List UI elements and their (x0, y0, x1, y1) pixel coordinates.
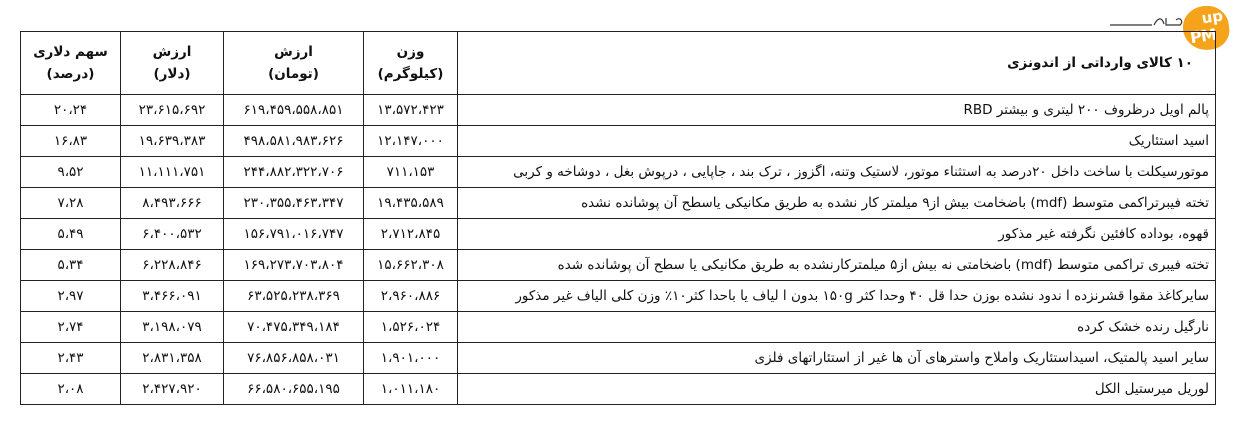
table-row (21, 219, 1216, 250)
item-weight: ۱،۹۰۱،۰۰۰ (364, 343, 458, 374)
item-value-dollar: ۶،۲۲۸،۸۴۶ (121, 250, 224, 281)
item-value-toman: ۲۴۴،۸۸۲،۳۲۲،۷۰۶ (224, 157, 364, 188)
item-value-dollar: ۳،۱۹۸،۰۷۹ (121, 312, 224, 343)
item-value-toman: ۷۶،۸۵۶،۸۵۸،۰۳۱ (224, 343, 364, 374)
table-row (21, 157, 1216, 188)
item-dollar-share: ۲،۰۸ (21, 374, 121, 405)
item-description: پالم اویل درظروف ۲۰۰ لیتری و بیشتر RBD (458, 95, 1216, 126)
item-value-toman: ۷۰،۴۷۵،۳۴۹،۱۸۴ (224, 312, 364, 343)
item-value-dollar: ۸،۴۹۳،۶۶۶ (121, 188, 224, 219)
item-description: لوریل میرستیل الکل (458, 374, 1216, 405)
item-weight: ۱،۵۲۶،۰۲۴ (364, 312, 458, 343)
table-row (21, 126, 1216, 157)
item-value-dollar: ۱۹،۶۳۹،۳۸۳ (121, 126, 224, 157)
watermark-signature (1108, 14, 1188, 28)
item-dollar-share: ۹،۵۲ (21, 157, 121, 188)
item-value-dollar: ۲،۴۲۷،۹۲۰ (121, 374, 224, 405)
item-value-dollar: ۱۱،۱۱۱،۷۵۱ (121, 157, 224, 188)
item-value-toman: ۶۳،۵۲۵،۲۳۸،۳۶۹ (224, 281, 364, 312)
item-dollar-share: ۲،۷۴ (21, 312, 121, 343)
item-weight: ۱۵،۶۶۲،۳۰۸ (364, 250, 458, 281)
table-row (21, 250, 1216, 281)
item-value-toman: ۱۵۶،۷۹۱،۰۱۶،۷۴۷ (224, 219, 364, 250)
item-weight: ۲،۷۱۲،۸۴۵ (364, 219, 458, 250)
item-dollar-share: ۱۶،۸۳ (21, 126, 121, 157)
header-value-toman: ارزش (تومان) (224, 32, 364, 95)
item-value-toman: ۲۳۰،۳۵۵،۴۶۳،۳۴۷ (224, 188, 364, 219)
item-dollar-share: ۵،۴۹ (21, 219, 121, 250)
item-dollar-share: ۷،۲۸ (21, 188, 121, 219)
item-dollar-share: ۲۰،۲۴ (21, 95, 121, 126)
item-weight: ۲،۹۶۰،۸۸۶ (364, 281, 458, 312)
item-value-dollar: ۳،۴۶۶،۰۹۱ (121, 281, 224, 312)
item-description: تخته فیبری تراکمی متوسط (mdf) باضخامتی نه بیش از۵ میلمترکارنشده به طریق مکانیکی یا سطح آن پوشانده شده (458, 250, 1216, 281)
item-weight: ۱۲،۱۴۷،۰۰۰ (364, 126, 458, 157)
item-value-dollar: ۶،۴۰۰،۵۳۲ (121, 219, 224, 250)
table-row (21, 312, 1216, 343)
header-dollar-share: سهم دلاری (درصد) (21, 32, 121, 95)
item-dollar-share: ۵،۳۴ (21, 250, 121, 281)
item-value-toman: ۶۶،۵۸۰،۶۵۵،۱۹۵ (224, 374, 364, 405)
item-description: سایرکاغذ مقوا قشرنزده ا ندود نشده بوزن حدا قل ۴۰ وحدا کثر ۱۵۰g بدون ا لیاف یا باحدا کثر۱۰٪ وزن کلی الیاف غیر مذکور (458, 281, 1216, 312)
table-row (21, 374, 1216, 405)
item-weight: ۱،۰۱۱،۱۸۰ (364, 374, 458, 405)
brand-logo-icon: up PM (1180, 3, 1232, 53)
item-dollar-share: ۲،۹۷ (21, 281, 121, 312)
table-row (21, 188, 1216, 219)
item-description: سایر اسید پالمتیک، اسیداستئاریک واملاح واسترهای آن ها غیر از استئاراتهای فلزی (458, 343, 1216, 374)
item-value-toman: ۱۶۹،۲۷۳،۷۰۳،۸۰۴ (224, 250, 364, 281)
item-value-toman: ۶۱۹،۴۵۹،۵۵۸،۸۵۱ (224, 95, 364, 126)
table-row (21, 281, 1216, 312)
item-description: موتورسیکلت با ساخت داخل ۲۰درصد به استثناء موتور، لاستیک وتنه، اگزوز ، ترک بند ، جاپایی ، درپوش بغل ، دوشاخه و کربی (458, 157, 1216, 188)
table-title: ۱۰ کالای وارداتی از اندونزی (458, 32, 1216, 95)
item-weight: ۱۹،۴۳۵،۵۸۹ (364, 188, 458, 219)
item-weight: ۱۳،۵۷۲،۴۲۳ (364, 95, 458, 126)
item-description: نارگیل رنده خشک کرده (458, 312, 1216, 343)
table-header-row (21, 32, 1216, 95)
item-description: تخته فیبرتراکمی متوسط (mdf) باضخامت بیش از۹ میلمتر کار نشده به طریق مکانیکی یاسطح آن پوشانده نشده (458, 188, 1216, 219)
item-description: اسید استئاریک (458, 126, 1216, 157)
item-value-toman: ۴۹۸،۵۸۱،۹۸۳،۶۲۶ (224, 126, 364, 157)
item-value-dollar: ۲،۸۳۱،۳۵۸ (121, 343, 224, 374)
header-weight: وزن (کیلوگرم) (364, 32, 458, 95)
imports-table (20, 31, 1216, 405)
table-row (21, 343, 1216, 374)
item-value-dollar: ۲۳،۶۱۵،۶۹۲ (121, 95, 224, 126)
item-dollar-share: ۲،۴۳ (21, 343, 121, 374)
item-description: قهوه، بوداده کافئین نگرفته غیر مذکور (458, 219, 1216, 250)
item-weight: ۷۱۱،۱۵۳ (364, 157, 458, 188)
table-row (21, 95, 1216, 126)
header-value-dollar: ارزش (دلار) (121, 32, 224, 95)
